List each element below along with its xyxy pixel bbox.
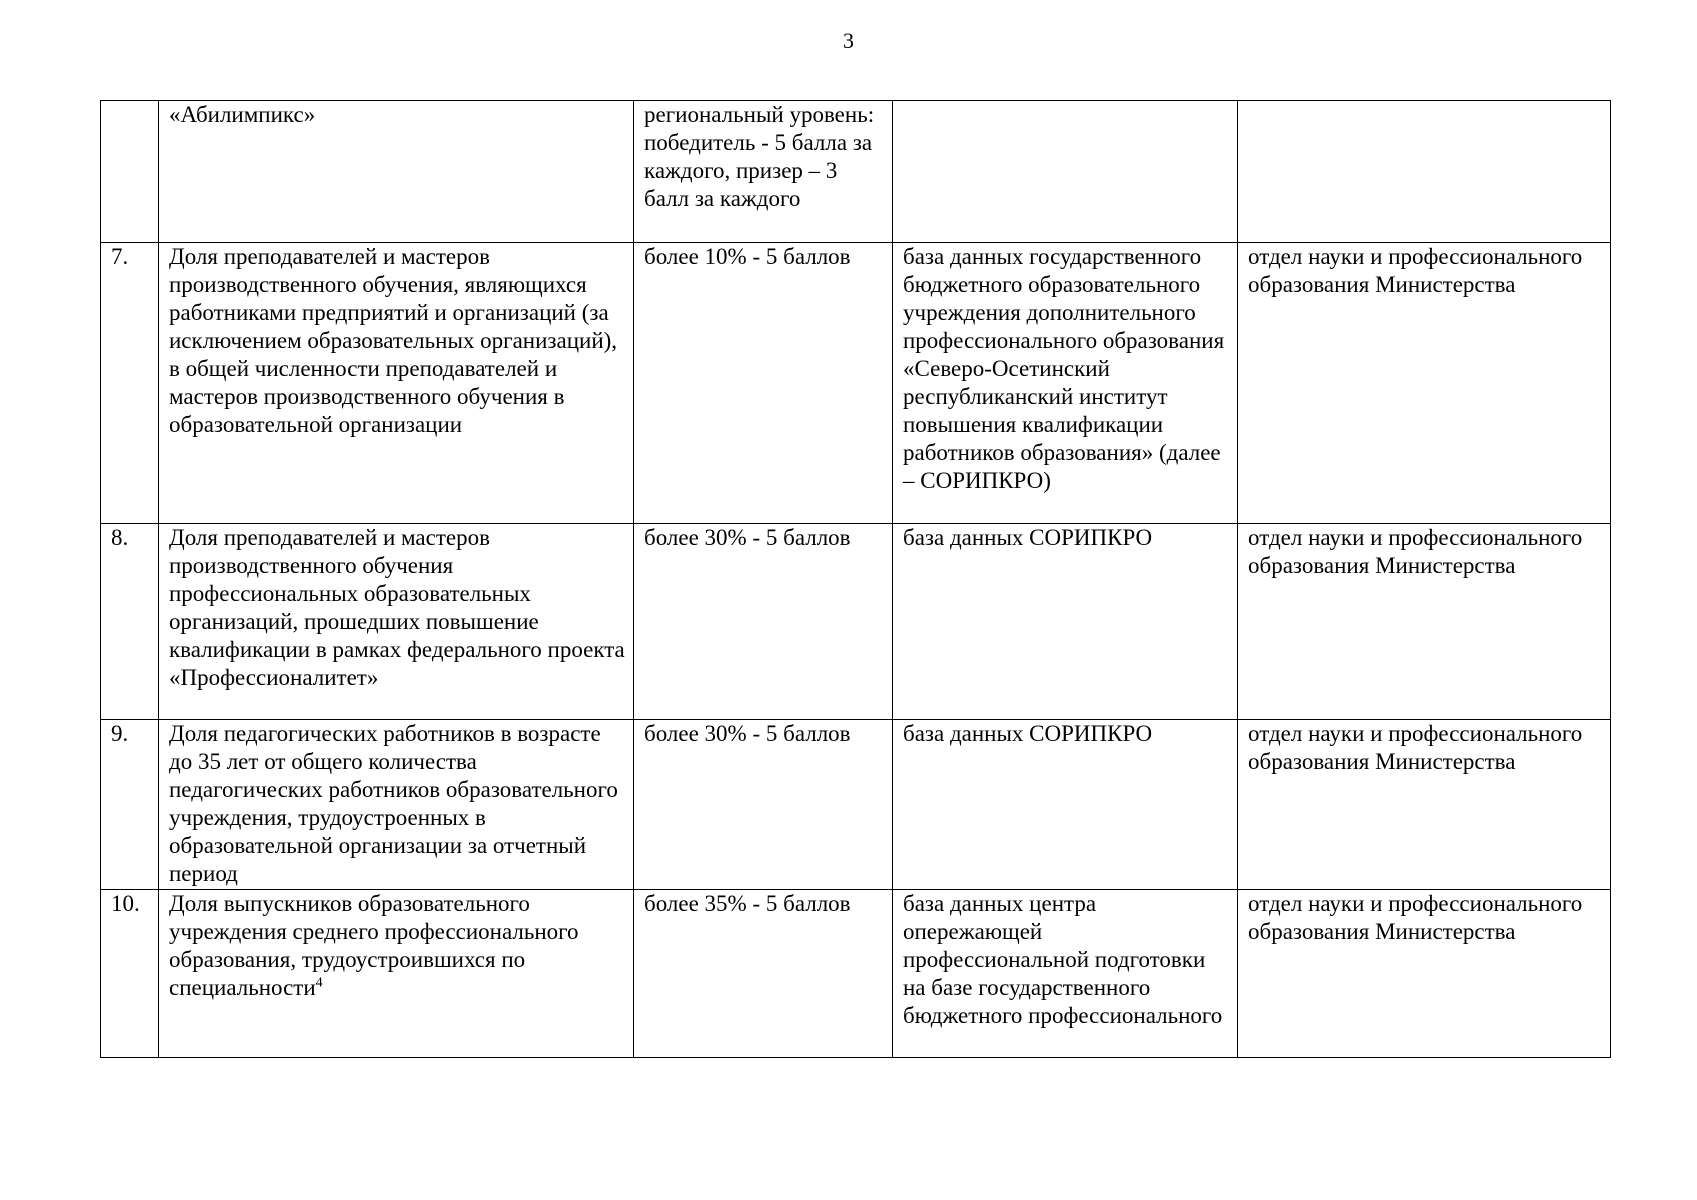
source-cell: база данных СОРИПКРО	[893, 524, 1238, 720]
row-number: 7.	[101, 243, 159, 524]
footnote-marker: 4	[315, 975, 323, 991]
responsible-cell: отдел науки и профессионального образования Министерства	[1238, 890, 1611, 1058]
table-row	[101, 720, 1611, 890]
indicator-cell: Доля преподавателей и мастеров производственного обучения профессиональных образовательных организаций, прошедших повышение квалификации в рамках федерального проекта «Профессионалитет»	[159, 524, 634, 720]
table-row	[101, 101, 1611, 243]
indicator-cell: «Абилимпикс»	[159, 101, 634, 243]
source-cell	[893, 101, 1238, 243]
indicator-cell: Доля преподавателей и мастеров производственного обучения, являющихся работниками предприятий и организаций (за исключением образовательных организаций), в общей численности преподавателей и мастеров производственного обучения в образовательной организации	[159, 243, 634, 524]
row-number: 9.	[101, 720, 159, 890]
indicator-cell: Доля педагогических работников в возрасте до 35 лет от общего количества педагогических работников образовательного учреждения, трудоустроенных в образовательной организации за отчетный период	[159, 720, 634, 890]
responsible-cell: отдел науки и профессионального образования Министерства	[1238, 524, 1611, 720]
responsible-cell	[1238, 101, 1611, 243]
responsible-cell: отдел науки и профессионального образования Министерства	[1238, 720, 1611, 890]
row-number	[101, 101, 159, 243]
page-number: 3	[843, 28, 854, 53]
criteria-table	[100, 100, 1611, 1058]
table-row	[101, 890, 1611, 1058]
responsible-cell: отдел науки и профессионального образования Министерства	[1238, 243, 1611, 524]
score-cell: более 35% - 5 баллов	[634, 890, 893, 1058]
score-cell: более 10% - 5 баллов	[634, 243, 893, 524]
row-number: 10.	[101, 890, 159, 1058]
table-row	[101, 524, 1611, 720]
source-cell: база данных СОРИПКРО	[893, 720, 1238, 890]
indicator-cell	[159, 890, 634, 1058]
row-number: 8.	[101, 524, 159, 720]
indicator-text: Доля выпускников образовательного учреждения среднего профессионального образования, трудоустроившихся по специальности	[169, 891, 579, 1000]
source-cell: база данных центра опережающей профессиональной подготовки на базе государственного бюджетного профессионального	[893, 890, 1238, 1058]
score-cell: более 30% - 5 баллов	[634, 524, 893, 720]
score-cell: региональный уровень: победитель - 5 балла за каждого, призер – 3 балл за каждого	[634, 101, 893, 243]
table-row	[101, 243, 1611, 524]
source-cell: база данных государственного бюджетного образовательного учреждения дополнительного профессионального образования «Северо-Осетинский республиканский институт повышения квалификации работников образования» (далее – СОРИПКРО)	[893, 243, 1238, 524]
score-cell: более 30% - 5 баллов	[634, 720, 893, 890]
